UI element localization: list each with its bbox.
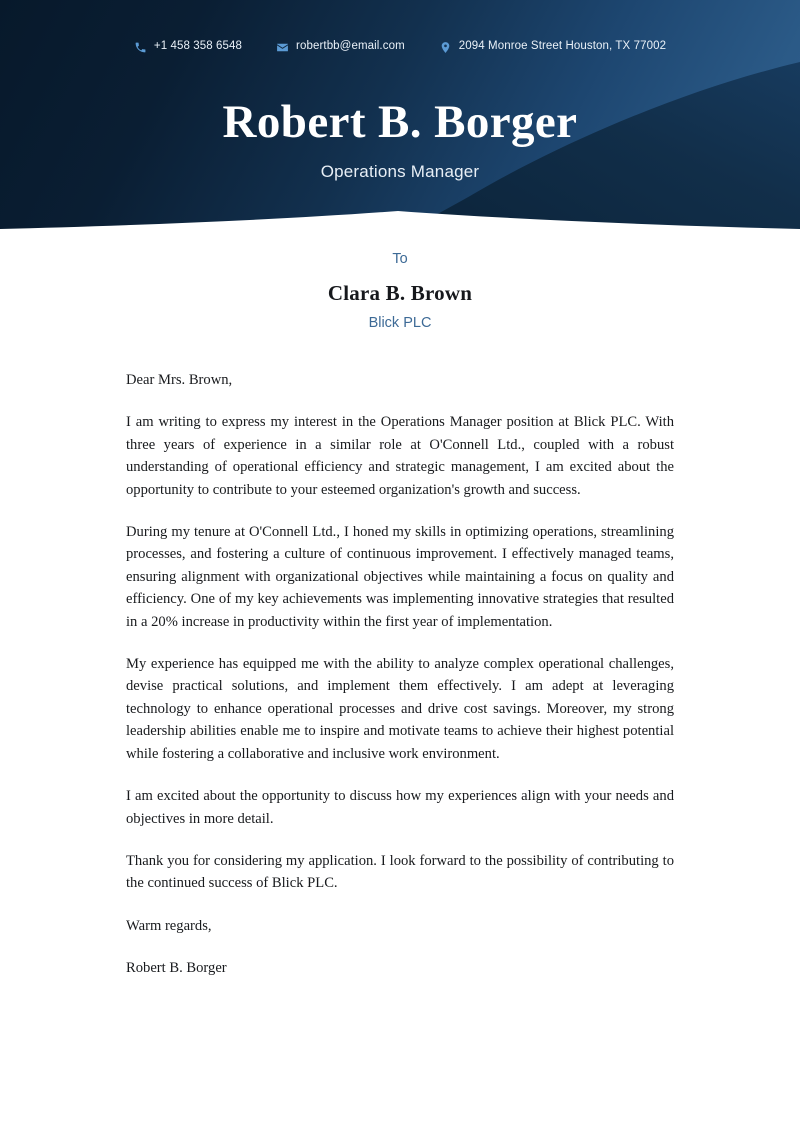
contact-bar — [0, 41, 800, 54]
letter-closing: Warm regards, — [126, 917, 212, 934]
letter-salutation: Dear Mrs. Brown, — [126, 372, 233, 388]
recipient-name: Clara B. Brown — [327, 281, 473, 305]
letter-signature: Robert B. Borger — [126, 960, 227, 977]
phone-icon — [134, 41, 147, 54]
contact-email-text: robertbb@email.com — [296, 40, 405, 53]
sender-job-title: Operations Manager — [320, 162, 480, 181]
contact-phone-text: +1 458 358 6548 — [153, 40, 243, 53]
contact-address — [439, 41, 666, 54]
recipient-to-label: To — [392, 251, 408, 267]
envelope-icon — [276, 41, 289, 54]
recipient-block — [0, 249, 800, 333]
letter-header — [0, 0, 800, 245]
contact-email — [276, 41, 405, 54]
recipient-company: Blick PLC — [368, 315, 432, 331]
contact-phone — [134, 41, 242, 54]
location-pin-icon — [439, 41, 452, 54]
letter-paragraph-5: Thank you for considering my application. I look forward to the possibility of contributing to the continued success of Blick PLC. — [126, 852, 674, 892]
letter-paragraph-4: I am excited about the opportunity to discuss how my experiences align with your needs and objectives in more detail. — [126, 788, 674, 827]
letter-paragraph-2: During my tenure at O'Connell Ltd., I honed my skills in optimizing operations, streamlining processes, and fostering a culture of continuous improvement. I effectively managed teams, ensuring alignment with organizational objectives while maintaining a focus on quality and efficiency. One of my key achievements was implementing innovative strategies that resulted in a 20% increase in productivity within the first year of implementation. — [126, 524, 674, 630]
contact-address-text: 2094 Monroe Street Houston, TX 77002 — [458, 40, 667, 53]
letter-paragraph-3: My experience has equipped me with the ability to analyze complex operational challenges, devise practical solutions, and implement them effectively. I am adept at leveraging technology to enhance operational processes and drive cost savings. Moreover, my strong leadership abilities enable me to inspire and motivate teams to achieve their highest potential while fostering a collaborative and inclusive work environment. — [126, 656, 674, 762]
sender-name: Robert B. Borger — [222, 96, 578, 148]
letter-paragraph-1: I am writing to express my interest in the Operations Manager position at Blick PLC. With three years of experience in a similar role at O'Connell Ltd., coupled with a robust understanding of operational efficiency and strategic management, I am excited about the opportunity to contribute to your esteemed organization's growth and success. — [126, 414, 674, 498]
letter-body — [126, 333, 674, 980]
header-bottom-shape — [0, 200, 800, 245]
